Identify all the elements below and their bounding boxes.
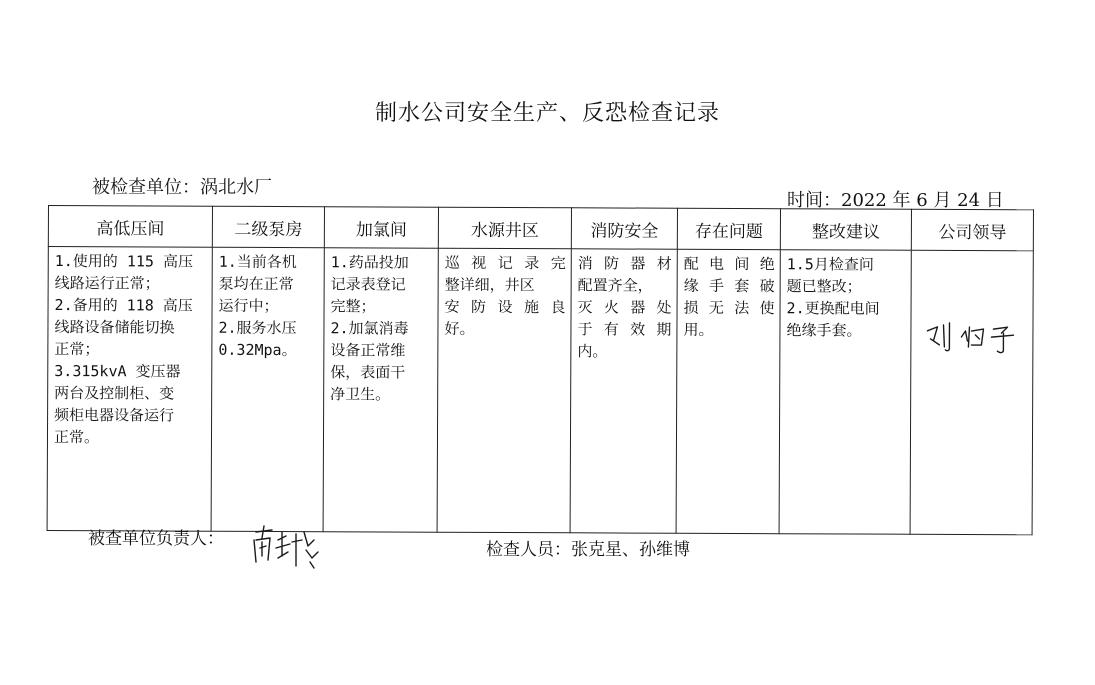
inspected-unit-value: 涡北水厂 [200, 177, 272, 198]
cell-line: 净卫生。 [330, 385, 391, 404]
table-row [47, 247, 1033, 535]
cell-line: 配电间绝 [683, 254, 775, 274]
cell-line: 线路设备储能切换 [54, 318, 175, 337]
cell-line: 题已整改； [786, 277, 862, 296]
cell-line: 完整； [330, 297, 376, 316]
cell-line: 1.5月检查问 [786, 255, 874, 274]
cell-line: 记录表登记 [330, 275, 406, 294]
inspectors-value: 张克星、孙维博 [571, 540, 690, 560]
header-high-low-voltage-room: 高低压间 [48, 206, 212, 248]
cell-line: 2.加氯消毒 [330, 319, 409, 338]
cell-line: 两台及控制柜、变 [54, 384, 175, 403]
cell-line: 线路运行正常； [54, 274, 160, 293]
cell-line: 正常； [54, 340, 100, 359]
cell-line: 好。 [444, 319, 475, 338]
cell-chlorination-room [323, 248, 438, 532]
cell-line: 巡视记录完 [444, 253, 566, 273]
cell-line: 3.315kvA 变压器 [54, 362, 181, 381]
cell-existing-problems [676, 249, 780, 533]
cell-line: 2.更换配电间 [786, 299, 880, 318]
cell-line: 设备正常维 [330, 341, 406, 360]
inspectors-label: 检查人员： [486, 540, 571, 560]
cell-line: 2.服务水压 [218, 318, 297, 338]
responsible-signature [248, 522, 328, 572]
cell-high-low-voltage-room [47, 247, 212, 532]
inspected-unit-line [92, 173, 272, 199]
cell-line: 于有效期 [577, 320, 672, 339]
header-existing-problems: 存在问题 [677, 208, 780, 249]
cell-company-leader [910, 250, 1033, 535]
header-secondary-pump-room: 二级泵房 [212, 206, 324, 247]
cell-line: 用。 [683, 320, 714, 339]
date-label: 时间： [787, 190, 841, 211]
inspected-unit-label: 被检查单位： [92, 177, 200, 198]
cell-line: 损无法使 [683, 298, 775, 318]
date-value: 2022 年 6 月 24 日 [841, 190, 1004, 211]
leader-signature [923, 317, 1023, 357]
header-company-leader: 公司领导 [911, 209, 1033, 251]
cell-line: 频柜电器设备运行 [54, 406, 175, 425]
cell-rectification-suggestions [779, 250, 911, 535]
inspectors-line [486, 535, 690, 560]
cell-line: 安防设施良 [444, 297, 566, 317]
cell-line: 灭火器处 [577, 298, 672, 317]
header-chlorination-room: 加氯间 [324, 207, 438, 248]
cell-line: 1.使用的 115 高压 [54, 252, 194, 271]
page-title: 制水公司安全生产、反恐检查记录 [374, 101, 720, 126]
cell-line: 0.32Mpa。 [218, 340, 297, 360]
cell-line: 1.当前各机 [218, 252, 297, 272]
cell-line: 缘手套破 [683, 276, 775, 296]
cell-line: 泵均在正常 [218, 274, 294, 294]
header-rectification-suggestions: 整改建议 [780, 209, 911, 251]
cell-line: 运行中； [218, 296, 279, 316]
cell-line: 1.药品投加 [330, 253, 409, 272]
cell-line: 保，表面干 [330, 363, 406, 382]
table-header-row [48, 206, 1033, 251]
cell-line: 消防器材 [577, 254, 672, 273]
inspection-table [47, 205, 1034, 535]
cell-water-source-well-area [437, 248, 571, 533]
cell-line: 内。 [577, 342, 608, 361]
responsible-person-label: 被查单位负责人： [88, 529, 224, 549]
cell-line: 整详细，井区 [444, 275, 535, 295]
cell-secondary-pump-room [211, 247, 324, 531]
header-water-source-well-area: 水源井区 [438, 207, 571, 249]
cell-line: 配置齐全， [577, 276, 653, 295]
cell-line: 绝缘手套。 [786, 321, 862, 340]
cell-line: 正常。 [53, 428, 100, 447]
cell-fire-safety [570, 249, 677, 533]
cell-line: 2.备用的 118 高压 [54, 296, 193, 315]
header-fire-safety: 消防安全 [571, 208, 677, 249]
